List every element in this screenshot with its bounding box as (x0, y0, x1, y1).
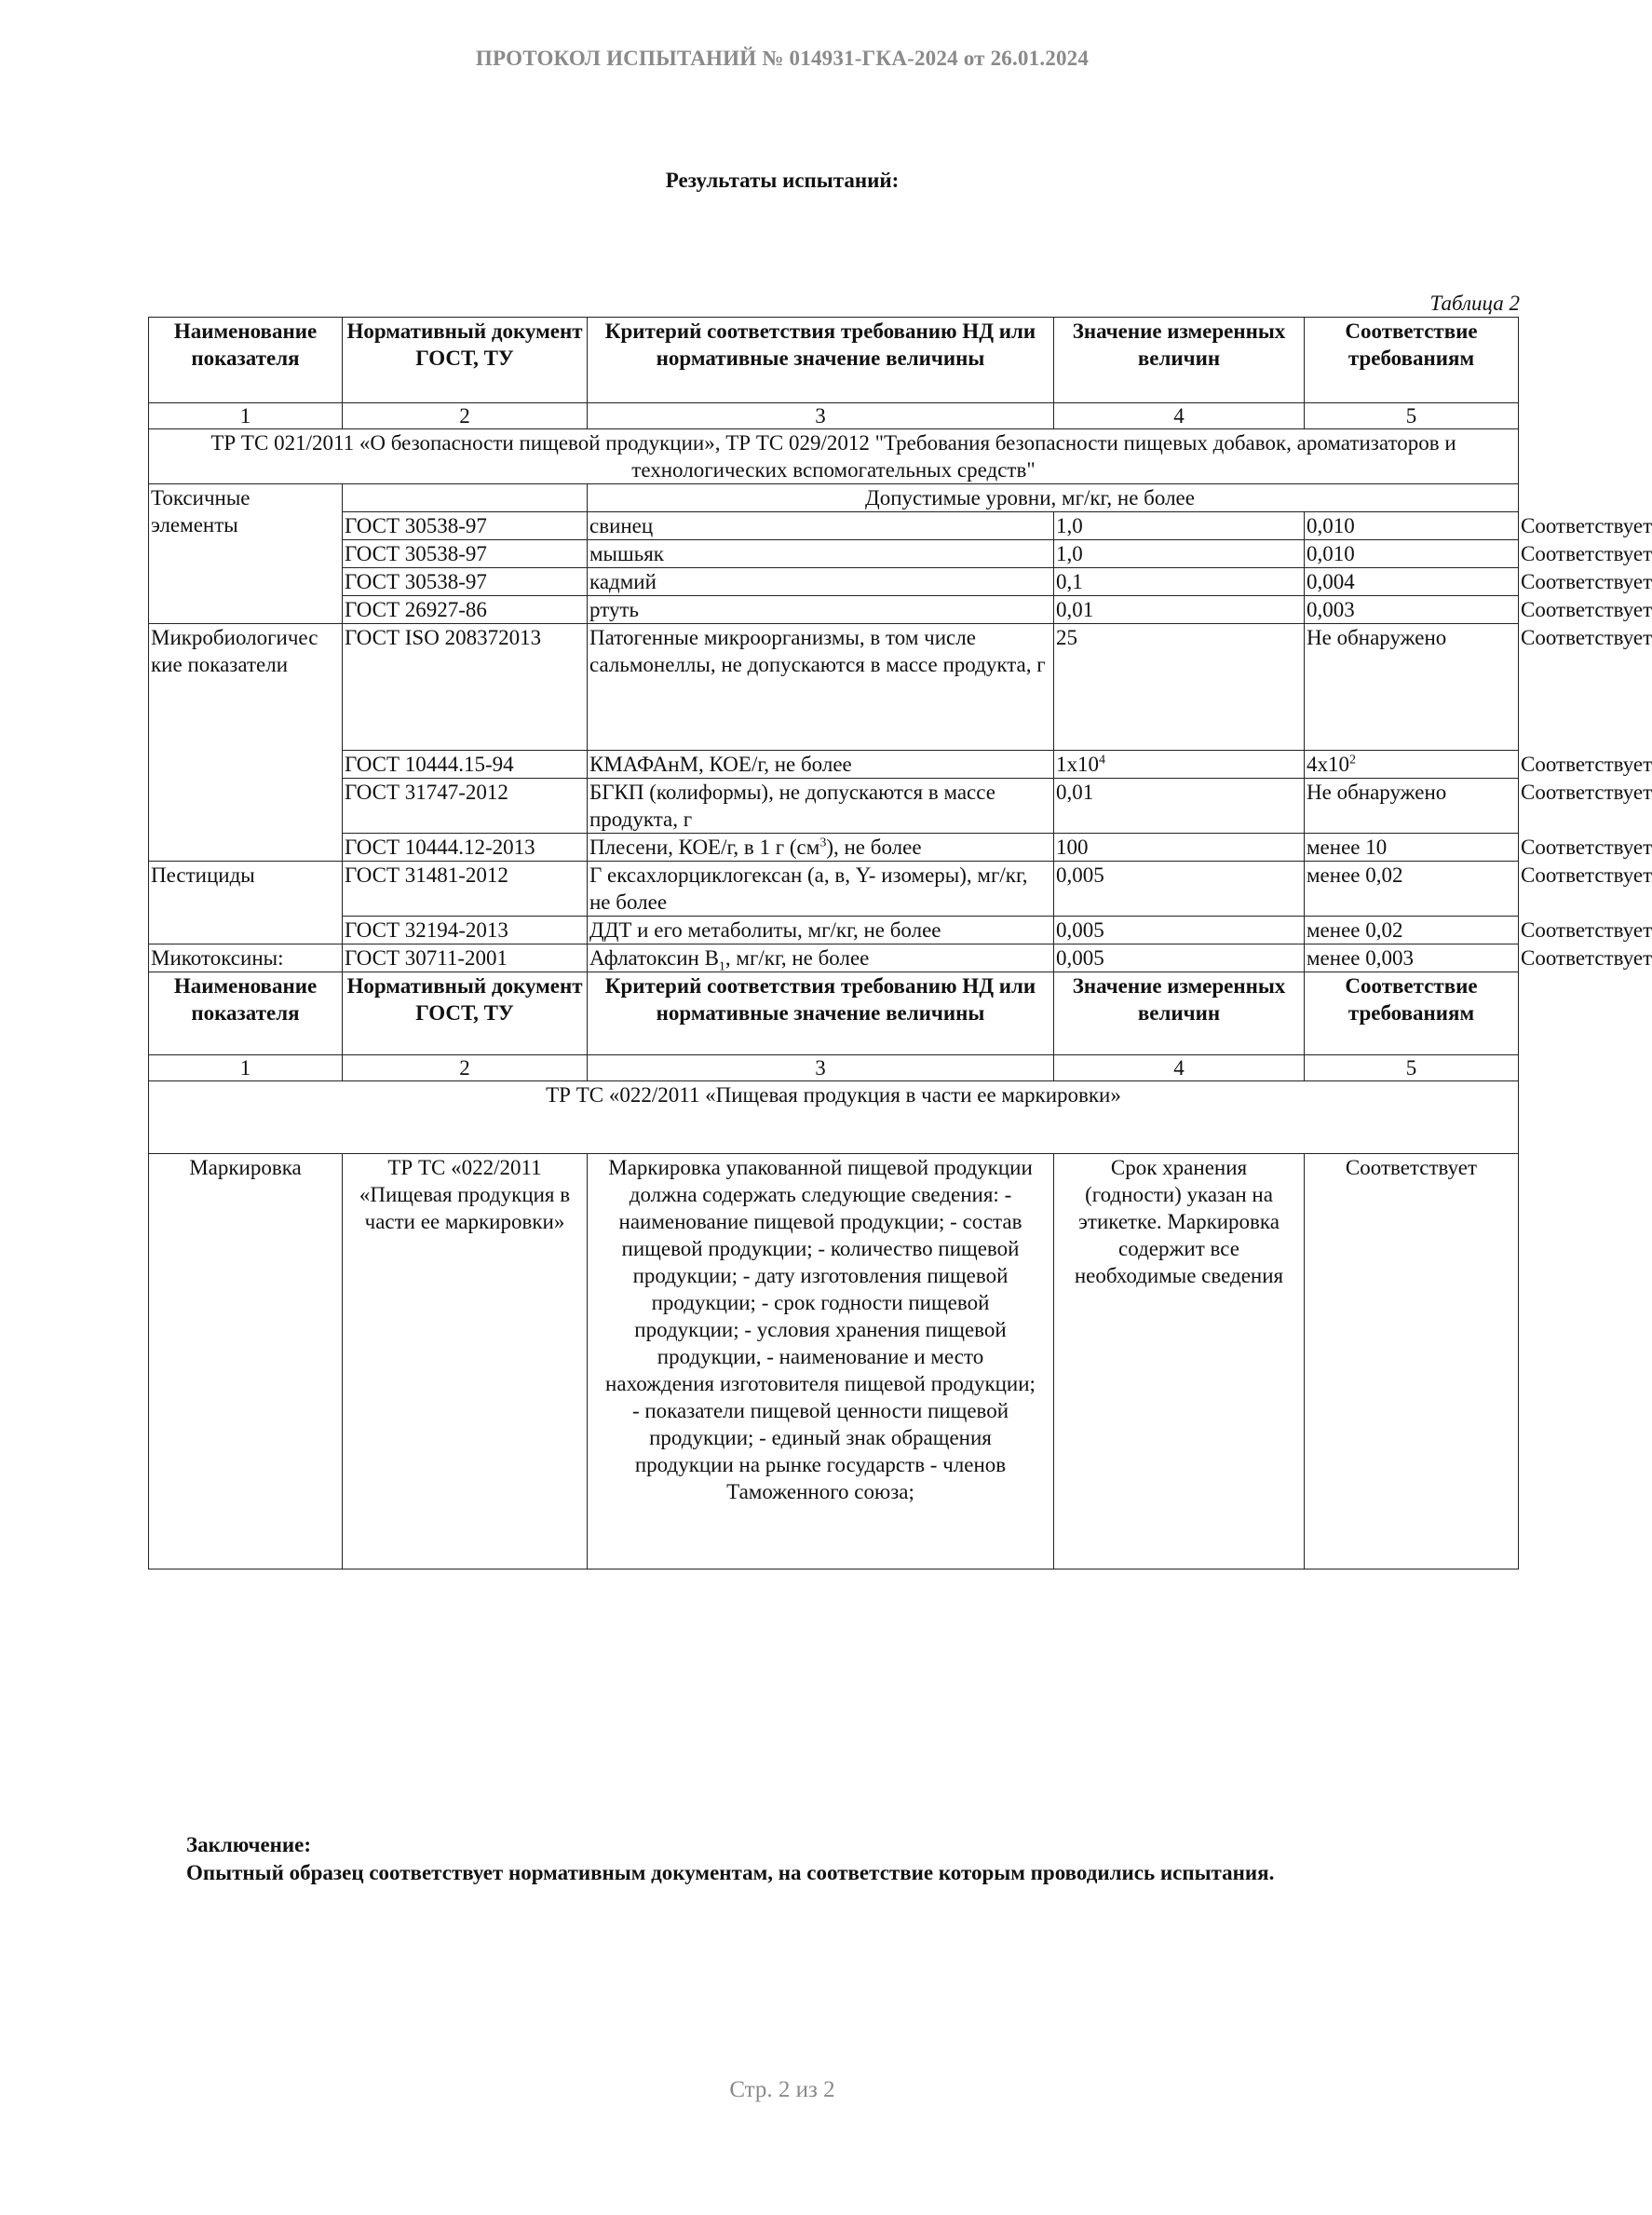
table-row (149, 1154, 1519, 1570)
norm-value: 0,005 (1054, 944, 1305, 972)
norm-doc: ГОСТ 30538-97 (343, 512, 588, 540)
levels-header: Допустимые уровни, мг/кг, не более (588, 484, 1519, 512)
col-header: Соответствие требованиям (1305, 318, 1519, 403)
norm-doc: ГОСТ 32194-2013 (343, 917, 588, 944)
col-number: 2 (343, 403, 588, 429)
document-header: ПРОТОКОЛ ИСПЫТАНИЙ № 014931-ГКА-2024 от 26.01.2024 (475, 47, 1090, 70)
col-number: 3 (588, 1055, 1054, 1081)
norm-doc: ГОСТ 30711-2001 (343, 944, 588, 972)
norm-doc: ГОСТ 30538-97 (343, 540, 588, 568)
table-row: ГОСТ 26927-86 ртуть 0,01 0,003 Соответствует (149, 596, 1519, 624)
measured-value: $4x10^2$ (1305, 751, 1519, 779)
col-header: Наименование показателя (149, 318, 343, 403)
col-number: 3 (588, 403, 1054, 429)
indicator-name: Микробиологичес кие показатели (149, 624, 343, 862)
col-header: Критерий соответствия требованию НД или нормативные значение величины (588, 972, 1054, 1055)
norm-value: 1,0 (1054, 512, 1305, 540)
block-title-row (149, 1081, 1519, 1154)
column-number-row (149, 1055, 1519, 1081)
indicator-name: Маркировка (149, 1154, 343, 1570)
col-header: Критерий соответствия требованию НД или нормативные значение величины (588, 318, 1054, 403)
col-header: Нормативный документ ГОСТ, ТУ (343, 318, 588, 403)
criterion: кадмий (588, 568, 1054, 596)
block-title: ТР ТС «022/2011 «Пищевая продукция в части ее маркировки» (149, 1081, 1519, 1154)
table-header-row (149, 972, 1519, 1055)
conclusion (186, 1831, 1274, 1887)
criterion: ртуть (588, 596, 1054, 624)
measured-value: 0,010 (1305, 512, 1519, 540)
col-header: Значение измеренных величин (1054, 318, 1305, 403)
table-row: Пестициды ГОСТ 31481-2012 Г ексахлорциклогексан (а, в, Y- изомеры), мг/кг, не более 0,005 менее 0,02 Соответствует (149, 862, 1519, 917)
table-row: ГОСТ 30538-97 кадмий 0,1 0,004 Соответствует (149, 568, 1519, 596)
section-title: Результаты испытаний: (665, 169, 900, 192)
table-row (149, 484, 1519, 512)
norm-doc: ГОСТ 31481-2012 (343, 862, 588, 917)
measured-value: 0,010 (1305, 540, 1519, 568)
measured-value: 0,003 (1305, 596, 1519, 624)
norm-value: $1x10^4$ (1054, 751, 1305, 779)
table-row: ГОСТ 30538-97 свинец 1,0 0,010 Соответствует (149, 512, 1519, 540)
criterion: Афлатоксин $B_1$, мг/кг, не более (588, 944, 1054, 972)
table-label: Таблица 2 (1429, 292, 1520, 315)
criterion: БГКП (колиформы), не допускаются в массе продукта, г (588, 779, 1054, 834)
col-number: 2 (343, 1055, 588, 1081)
table-row: Микотоксины: ГОСТ 30711-2001 Афлатоксин $B_1$, мг/кг, не более 0,005 менее 0,003 Соответствует (149, 944, 1519, 972)
table-row: ГОСТ 10444.15-94 КМАФАнМ, КОЕ/г, не более $1x10^4$ $4x10^2$ Соответствует (149, 751, 1519, 779)
page-number: Стр. 2 из 2 (729, 2077, 835, 2102)
measured-value: Не обнаружено (1305, 779, 1519, 834)
measured-value: менее 10 (1305, 834, 1519, 862)
norm-value: 0,1 (1054, 568, 1305, 596)
norm-doc: ГОСТ 26927-86 (343, 596, 588, 624)
measured-value: менее 0,003 (1305, 944, 1519, 972)
table-row: ГОСТ 10444.12-2013 Плесени, КОЕ/г, в 1 г $(см^3)$, не более 100 менее 10 Соответствует (149, 834, 1519, 862)
measured-value: Срок хранения (годности) указан на этикетке. Маркировка содержит все необходимые сведения (1054, 1154, 1305, 1570)
col-header: Нормативный документ ГОСТ, ТУ (343, 972, 588, 1055)
measured-value: менее 0,02 (1305, 862, 1519, 917)
col-number: 4 (1054, 403, 1305, 429)
norm-value: 0,01 (1054, 596, 1305, 624)
norm-doc: ТР ТС «022/2011 «Пищевая продукция в части ее маркировки» (343, 1154, 588, 1570)
table-row: Микробиологичес кие показатели ГОСТ ISO 208372013 Патогенные микроорганизмы, в том числе сальмонеллы, не допускаются в массе продукта, г 25 Не обнаружено Соответствует (149, 624, 1519, 751)
criterion: свинец (588, 512, 1054, 540)
norm-doc: ГОСТ 10444.12-2013 (343, 834, 588, 862)
norm-value: 0,005 (1054, 917, 1305, 944)
indicator-name: Микотоксины: (149, 944, 343, 972)
norm-value: 1,0 (1054, 540, 1305, 568)
measured-value: Не обнаружено (1305, 624, 1519, 751)
criterion: Патогенные микроорганизмы, в том числе сальмонеллы, не допускаются в массе продукта, г (588, 624, 1054, 751)
col-header: Значение измеренных величин (1054, 972, 1305, 1055)
table-row: ГОСТ 31747-2012 БГКП (колиформы), не допускаются в массе продукта, г 0,01 Не обнаружено Соответствует (149, 779, 1519, 834)
indicator-name: Токсичные элементы (149, 484, 343, 624)
col-header: Наименование показателя (149, 972, 343, 1055)
criterion: КМАФАнМ, КОЕ/г, не более (588, 751, 1054, 779)
col-header: Соответствие требованиям (1305, 972, 1519, 1055)
measured-value: менее 0,02 (1305, 917, 1519, 944)
norm-doc: ГОСТ 31747-2012 (343, 779, 588, 834)
criterion: Г ексахлорциклогексан (а, в, Y- изомеры), мг/кг, не более (588, 862, 1054, 917)
norm-value: 25 (1054, 624, 1305, 751)
col-number: 4 (1054, 1055, 1305, 1081)
criterion: Плесени, КОЕ/г, в 1 г $(см^3)$, не более (588, 834, 1054, 862)
table-row: ГОСТ 30538-97 мышьяк 1,0 0,010 Соответствует (149, 540, 1519, 568)
conclusion-title: Заключение: (186, 1833, 312, 1856)
column-number-row (149, 403, 1519, 429)
table-row: ГОСТ 32194-2013 ДДТ и его метаболиты, мг/кг, не более 0,005 менее 0,02 Соответствует (149, 917, 1519, 944)
criterion: Маркировка упакованной пищевой продукции должна содержать следующие сведения: - наименование пищевой продукции; - состав пищевой продукции; - количество пищевой продукции; - дату изготовления пищевой продукции; - срок годности пищевой продукции; - условия хранения пищевой продукции, - наименование и место нахождения изготовителя пищевой продукции; - показатели пищевой ценности пищевой продукции; - единый знак обращения продукции на рынке государств - членов Таможенного союза; (588, 1154, 1054, 1570)
norm-value: 0,01 (1054, 779, 1305, 834)
criterion: мышьяк (588, 540, 1054, 568)
col-number: 1 (149, 1055, 343, 1081)
indicator-name: Пестициды (149, 862, 343, 944)
norm-doc: ГОСТ ISO 208372013 (343, 624, 588, 751)
conclusion-text: Опытный образец соответствует нормативным документам, на соответствие которым проводились испытания. (186, 1861, 1275, 1884)
measured-value: 0,004 (1305, 568, 1519, 596)
norm-doc: ГОСТ 10444.15-94 (343, 751, 588, 779)
norm-value: 0,005 (1054, 862, 1305, 917)
table-header-row (149, 318, 1519, 403)
col-number: 5 (1305, 403, 1519, 429)
block-title: ТР ТС 021/2011 «О безопасности пищевой продукции», ТР ТС 029/2012 "Требования безопасности пищевых добавок, ароматизаторов и технологических вспомогательных средств" (149, 429, 1519, 484)
col-number: 1 (149, 403, 343, 429)
col-number: 5 (1305, 1055, 1519, 1081)
compliance: Соответствует (1305, 1154, 1519, 1570)
norm-doc: ГОСТ 30538-97 (343, 568, 588, 596)
norm-value: 100 (1054, 834, 1305, 862)
criterion: ДДТ и его метаболиты, мг/кг, не более (588, 917, 1054, 944)
results-table (148, 317, 1652, 1570)
block-title-row (149, 429, 1519, 484)
